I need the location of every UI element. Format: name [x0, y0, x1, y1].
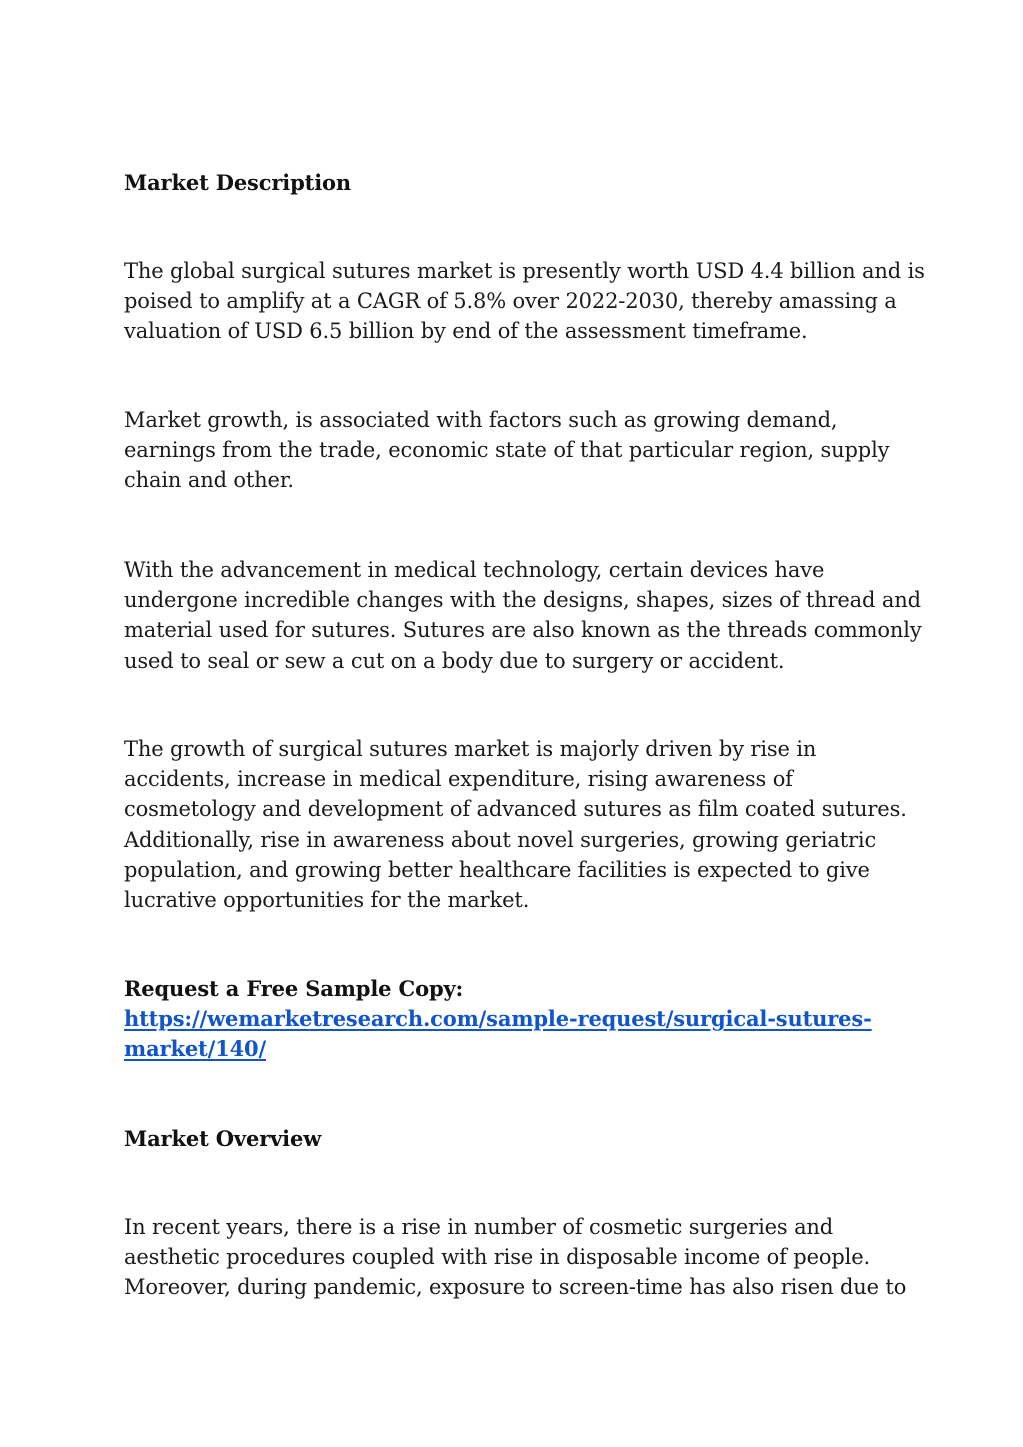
paragraph-line: With the advancement in medical technology, certain devices have	[124, 558, 825, 582]
paragraph-line: population, and growing better healthcare facilities is expected to give	[124, 857, 870, 882]
paragraph-line: used to seal or sew a cut on a body due to surgery or accident.	[124, 648, 785, 673]
paragraph-line: In recent years, there is a rise in number of cosmetic surgeries and	[124, 1215, 834, 1239]
paragraph-line: The global surgical sutures market is presently worth USD 4.4 billion and is	[124, 259, 925, 283]
paragraph-medical-technology	[124, 555, 922, 676]
paragraph-line: undergone incredible changes with the designs, shapes, sizes of thread and	[124, 588, 921, 613]
paragraph-market-size	[124, 256, 925, 347]
paragraph-growth-drivers	[124, 734, 914, 915]
paragraph-line: Market growth, is associated with factors such as growing demand,	[124, 408, 838, 432]
paragraph-line: cosmetology and development of advanced sutures as film coated sutures.	[124, 797, 907, 822]
sample-request-label: Request a Free Sample Copy:	[124, 976, 464, 1001]
market-description-heading	[124, 168, 914, 198]
sample-request-block	[124, 974, 914, 1065]
market-overview-heading	[124, 1124, 914, 1154]
paragraph-line: accidents, increase in medical expenditure, rising awareness of	[124, 767, 793, 792]
paragraph-line: material used for sutures. Sutures are also known as the threads commonly	[124, 618, 922, 643]
paragraph-market-overview	[124, 1212, 914, 1303]
paragraph-line: Additionally, rise in awareness about novel surgeries, growing geriatric	[124, 827, 877, 852]
paragraph-line: aesthetic procedures coupled with rise in disposable income of people.	[124, 1245, 871, 1270]
paragraph-line: lucrative opportunities for the market.	[124, 888, 530, 913]
paragraph-line: chain and other.	[124, 468, 294, 493]
heading-text: Market Overview	[124, 1126, 322, 1151]
sample-request-link[interactable]	[124, 1004, 914, 1064]
paragraph-line: valuation of USD 6.5 billion by end of the assessment timeframe.	[124, 319, 808, 344]
paragraph-line: Moreover, during pandemic, exposure to screen-time has also risen due to	[124, 1275, 907, 1300]
heading-text: Market Description	[124, 170, 351, 195]
paragraph-line: earnings from the trade, economic state of that particular region, supply	[124, 438, 890, 463]
paragraph-line: poised to amplify at a CAGR of 5.8% over 2022-2030, thereby amassing a	[124, 289, 897, 314]
link-line[interactable]: market/140/	[124, 1036, 267, 1062]
link-line[interactable]: https://wemarketresearch.com/sample-request/surgical-sutures-	[124, 1006, 872, 1032]
paragraph-market-growth	[124, 405, 914, 496]
paragraph-line: The growth of surgical sutures market is majorly driven by rise in	[124, 737, 817, 761]
